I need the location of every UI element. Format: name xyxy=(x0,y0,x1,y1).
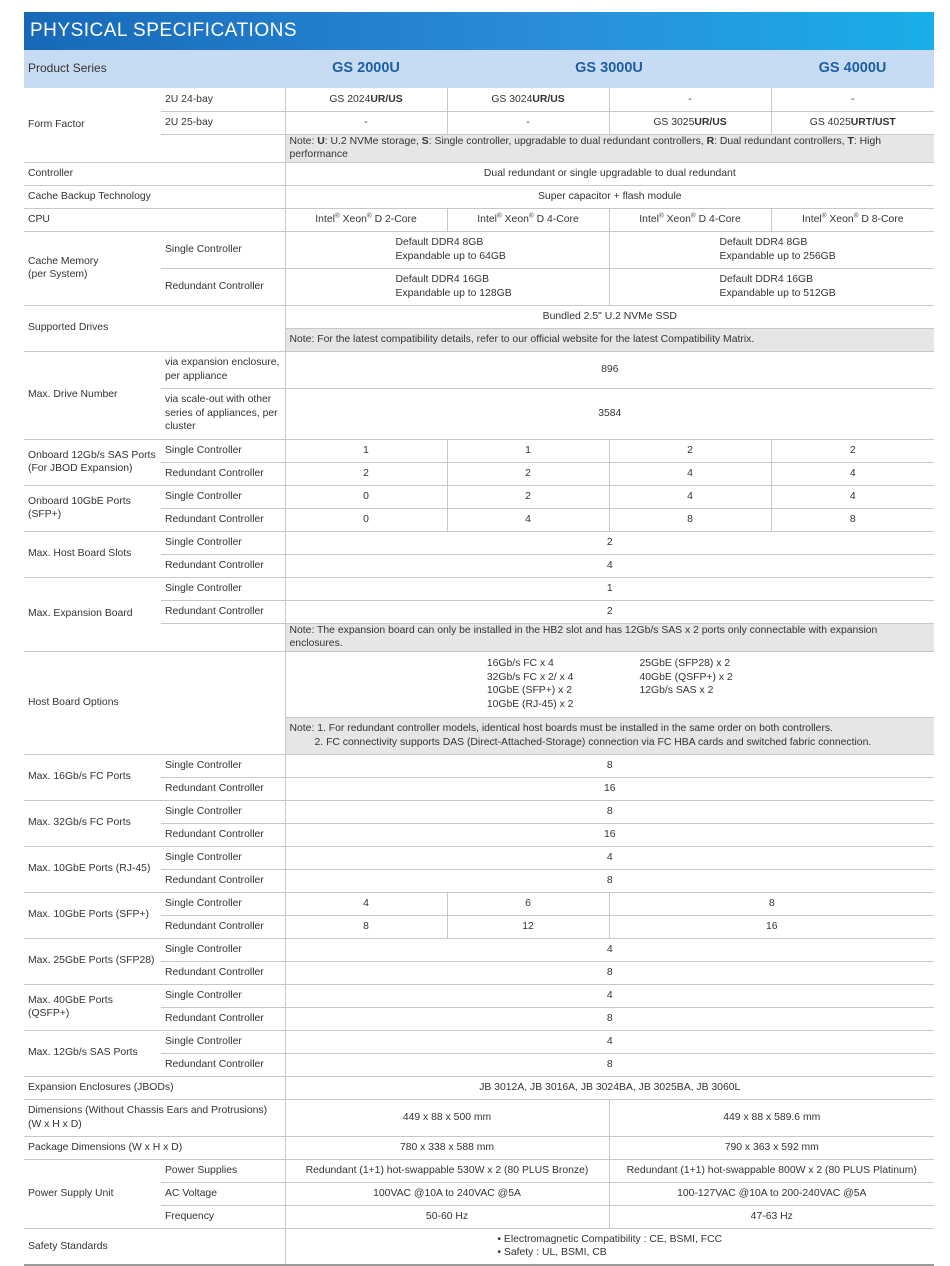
table-cell xyxy=(285,1228,934,1265)
table-cell: Intel® Xeon® D 4-Core xyxy=(609,208,771,231)
table-row xyxy=(24,1007,934,1030)
table-row xyxy=(24,961,934,984)
row-sublabel: 2U 24-bay xyxy=(161,88,285,111)
row-label: Max. Expansion Board xyxy=(24,577,161,651)
table-row xyxy=(24,208,934,231)
row-sublabel: Redundant Controller xyxy=(161,600,285,623)
row-sublabel: Single Controller xyxy=(161,439,285,462)
table-cell: 2 xyxy=(771,439,934,462)
table-cell: 12 xyxy=(447,915,609,938)
row-sublabel: Single Controller xyxy=(161,485,285,508)
table-cell: 4 xyxy=(609,485,771,508)
table-cell: 8 xyxy=(609,892,934,915)
row-label: Max. 10GbE Ports (SFP+) xyxy=(24,892,161,938)
table-cell: 780 x 338 x 588 mm xyxy=(285,1136,609,1159)
table-row xyxy=(24,846,934,869)
table-row xyxy=(24,600,934,623)
table-row xyxy=(24,531,934,554)
table-cell: 3584 xyxy=(285,388,934,439)
table-cell: - xyxy=(447,111,609,134)
row-label: Dimensions (Without Chassis Ears and Protrusions) (W x H x D) xyxy=(24,1099,285,1136)
table-cell: GS 2024UR/US xyxy=(285,88,447,111)
spec-table xyxy=(24,50,934,1266)
row-sublabel: Redundant Controller xyxy=(161,1007,285,1030)
row-label: Max. 40GbE Ports (QSFP+) xyxy=(24,984,161,1030)
row-sublabel: Frequency xyxy=(161,1205,285,1228)
table-cell: Default DDR4 8GB Expandable up to 256GB xyxy=(609,231,934,268)
table-cell: 8 xyxy=(285,1007,934,1030)
table-row xyxy=(24,388,934,439)
table-cell: 8 xyxy=(609,508,771,531)
page-title: PHYSICAL SPECIFICATIONS xyxy=(24,12,934,50)
table-cell: 50-60 Hz xyxy=(285,1205,609,1228)
row-label: Expansion Enclosures (JBODs) xyxy=(24,1076,285,1099)
table-cell: 4 xyxy=(285,892,447,915)
row-sublabel: Single Controller xyxy=(161,984,285,1007)
safety-list xyxy=(497,1233,722,1260)
table-cell: - xyxy=(771,88,934,111)
row-label: Supported Drives xyxy=(24,305,285,351)
table-cell: 47-63 Hz xyxy=(609,1205,934,1228)
table-cell: Intel® Xeon® D 4-Core xyxy=(447,208,609,231)
row-label: Max. 10GbE Ports (RJ-45) xyxy=(24,846,161,892)
row-label: Max. 25GbE Ports (SFP28) xyxy=(24,938,161,984)
host-board-options xyxy=(285,651,934,717)
table-row xyxy=(24,462,934,485)
table-cell: 4 xyxy=(285,846,934,869)
table-row xyxy=(24,800,934,823)
table-row xyxy=(24,268,934,305)
table-cell: Default DDR4 16GB Expandable up to 128GB xyxy=(285,268,609,305)
table-row xyxy=(24,439,934,462)
table-row xyxy=(24,984,934,1007)
row-sublabel: 2U 25-bay xyxy=(161,111,285,134)
table-header-row xyxy=(24,50,934,88)
table-row xyxy=(24,1099,934,1136)
row-label: Onboard 12Gb/s SAS Ports (For JBOD Expansion) xyxy=(24,439,161,485)
table-cell: 2 xyxy=(447,485,609,508)
table-row xyxy=(24,777,934,800)
table-cell: 449 x 88 x 589.6 mm xyxy=(609,1099,934,1136)
table-cell: Redundant (1+1) hot-swappable 530W x 2 (80 PLUS Bronze) xyxy=(285,1159,609,1182)
table-cell: 2 xyxy=(609,439,771,462)
table-cell: GS 3024UR/US xyxy=(447,88,609,111)
row-sublabel: Single Controller xyxy=(161,938,285,961)
table-cell: 896 xyxy=(285,351,934,388)
table-cell: JB 3012A, JB 3016A, JB 3024BA, JB 3025BA, JB 3060L xyxy=(285,1076,934,1099)
row-sublabel: Redundant Controller xyxy=(161,961,285,984)
series-gs3000: GS 3000U xyxy=(447,50,771,88)
table-cell: 100-127VAC @10A to 200-240VAC @5A xyxy=(609,1182,934,1205)
row-label: Form Factor xyxy=(24,88,161,162)
table-cell: 8 xyxy=(285,915,447,938)
table-cell: 8 xyxy=(285,1053,934,1076)
table-cell: Default DDR4 16GB Expandable up to 512GB xyxy=(609,268,934,305)
table-cell: 8 xyxy=(771,508,934,531)
row-sublabel: Redundant Controller xyxy=(161,915,285,938)
row-label: Package Dimensions (W x H x D) xyxy=(24,1136,285,1159)
table-cell: 449 x 88 x 500 mm xyxy=(285,1099,609,1136)
table-cell: GS 3025UR/US xyxy=(609,111,771,134)
table-row xyxy=(24,1136,934,1159)
table-cell: 16 xyxy=(285,777,934,800)
table-cell: 2 xyxy=(447,462,609,485)
table-cell: 2 xyxy=(285,531,934,554)
table-cell: 8 xyxy=(285,869,934,892)
table-cell: 8 xyxy=(285,754,934,777)
table-cell: 4 xyxy=(447,508,609,531)
row-sublabel: via scale-out with other series of appliances, per cluster xyxy=(161,388,285,439)
table-row xyxy=(24,754,934,777)
table-row xyxy=(24,915,934,938)
row-label: Max. 32Gb/s FC Ports xyxy=(24,800,161,846)
expansion-note: Note: The expansion board can only be installed in the HB2 slot and has 12Gb/s SAS x 2 ports only connectable with expansion enclosures. xyxy=(285,623,934,651)
table-cell: Default DDR4 8GB Expandable up to 64GB xyxy=(285,231,609,268)
table-cell: 2 xyxy=(285,600,934,623)
row-sublabel: AC Voltage xyxy=(161,1182,285,1205)
table-row xyxy=(24,88,934,111)
table-cell: 790 x 363 x 592 mm xyxy=(609,1136,934,1159)
table-row xyxy=(24,111,934,134)
row-label: Controller xyxy=(24,162,285,185)
table-cell: - xyxy=(285,111,447,134)
row-label: CPU xyxy=(24,208,285,231)
row-label: Max. 12Gb/s SAS Ports xyxy=(24,1030,161,1076)
row-sublabel: Single Controller xyxy=(161,800,285,823)
table-row xyxy=(24,162,934,185)
table-row xyxy=(24,1053,934,1076)
table-cell: 2 xyxy=(285,462,447,485)
table-row xyxy=(24,351,934,388)
row-sublabel: Power Supplies xyxy=(161,1159,285,1182)
table-cell: 0 xyxy=(285,485,447,508)
table-cell: 8 xyxy=(285,800,934,823)
table-cell: - xyxy=(609,88,771,111)
row-sublabel: Single Controller xyxy=(161,231,285,268)
table-row xyxy=(24,1076,934,1099)
table-cell: GS 4025URT/UST xyxy=(771,111,934,134)
table-row xyxy=(24,231,934,268)
row-sublabel: Single Controller xyxy=(161,577,285,600)
row-sublabel: Single Controller xyxy=(161,531,285,554)
row-label: Cache Memory (per System) xyxy=(24,231,161,305)
table-cell: 16 xyxy=(285,823,934,846)
table-cell: 16 xyxy=(609,915,934,938)
table-cell: 4 xyxy=(285,938,934,961)
table-cell: Dual redundant or single upgradable to dual redundant xyxy=(285,162,934,185)
table-row xyxy=(24,938,934,961)
row-sublabel: Redundant Controller xyxy=(161,869,285,892)
table-cell: Super capacitor + flash module xyxy=(285,185,934,208)
table-row xyxy=(24,185,934,208)
table-cell: Intel® Xeon® D 2-Core xyxy=(285,208,447,231)
table-cell: 100VAC @10A to 240VAC @5A xyxy=(285,1182,609,1205)
list-item: • Electromagnetic Compatibility : CE, BSMI, FCC xyxy=(497,1233,723,1245)
table-row xyxy=(24,869,934,892)
row-label: Cache Backup Technology xyxy=(24,185,285,208)
table-row xyxy=(24,623,934,651)
table-cell: Intel® Xeon® D 8-Core xyxy=(771,208,934,231)
table-row xyxy=(24,1159,934,1182)
table-row xyxy=(24,1030,934,1053)
table-cell: 4 xyxy=(285,1030,934,1053)
row-label: Onboard 10GbE Ports (SFP+) xyxy=(24,485,161,531)
table-cell: Redundant (1+1) hot-swappable 800W x 2 (80 PLUS Platinum) xyxy=(609,1159,934,1182)
list-item: • Safety : UL, BSMI, CB xyxy=(497,1247,607,1259)
row-sublabel: Single Controller xyxy=(161,892,285,915)
table-row xyxy=(24,305,934,328)
table-row xyxy=(24,554,934,577)
table-row xyxy=(24,485,934,508)
row-sublabel: Single Controller xyxy=(161,754,285,777)
row-sublabel: Redundant Controller xyxy=(161,268,285,305)
table-cell: 4 xyxy=(285,984,934,1007)
table-row xyxy=(24,1205,934,1228)
table-row xyxy=(24,823,934,846)
row-label: Power Supply Unit xyxy=(24,1159,161,1228)
row-sublabel: Redundant Controller xyxy=(161,777,285,800)
form-factor-note: Note: U: U.2 NVMe storage, S: Single controller, upgradable to dual redundant controllers, R: Dual redundant controllers, T: High performance xyxy=(285,134,934,162)
table-cell: 4 xyxy=(609,462,771,485)
row-label: Max. Host Board Slots xyxy=(24,531,161,577)
table-row xyxy=(24,508,934,531)
row-sublabel: Single Controller xyxy=(161,1030,285,1053)
series-gs2000: GS 2000U xyxy=(285,50,447,88)
table-row xyxy=(24,651,934,717)
row-sublabel: Redundant Controller xyxy=(161,1053,285,1076)
row-sublabel: Single Controller xyxy=(161,846,285,869)
table-row xyxy=(24,892,934,915)
table-cell: 4 xyxy=(771,485,934,508)
table-row xyxy=(24,1182,934,1205)
row-label: Max. 16Gb/s FC Ports xyxy=(24,754,161,800)
row-sublabel: via expansion enclosure, per appliance xyxy=(161,351,285,388)
row-sublabel: Redundant Controller xyxy=(161,462,285,485)
series-gs4000: GS 4000U xyxy=(771,50,934,88)
table-cell: 8 xyxy=(285,961,934,984)
row-sublabel: Redundant Controller xyxy=(161,508,285,531)
host-board-note: Note: 1. For redundant controller models, identical host boards must be installed in the same order on both controllers. 2. FC connectivity supports DAS (Direct-Attached-Storage) connection via FC HBA cards and switched fabric connection. xyxy=(285,717,934,754)
host-options-right: 25GbE (SFP28) x 2 40GbE (QSFP+) x 2 12Gb/s SAS x 2 xyxy=(639,658,733,696)
row-sublabel: Redundant Controller xyxy=(161,554,285,577)
row-sublabel: Redundant Controller xyxy=(161,823,285,846)
row-label: Max. Drive Number xyxy=(24,351,161,439)
row-label: Host Board Options xyxy=(24,651,285,754)
row-label: Safety Standards xyxy=(24,1228,285,1265)
table-cell: 1 xyxy=(285,439,447,462)
host-options-left: 16Gb/s FC x 4 32Gb/s FC x 2/ x 4 10GbE (SFP+) x 2 10GbE (RJ-45) x 2 xyxy=(486,658,574,710)
table-cell: 6 xyxy=(447,892,609,915)
table-cell: 1 xyxy=(285,577,934,600)
drives-note: Note: For the latest compatibility details, refer to our official website for the latest Compatibility Matrix. xyxy=(285,328,934,351)
table-cell: 1 xyxy=(447,439,609,462)
table-row xyxy=(24,134,934,162)
table-row xyxy=(24,1228,934,1265)
table-cell: Bundled 2.5" U.2 NVMe SSD xyxy=(285,305,934,328)
table-row xyxy=(24,577,934,600)
table-cell: 4 xyxy=(771,462,934,485)
table-cell: 4 xyxy=(285,554,934,577)
header-label: Product Series xyxy=(24,50,285,88)
table-cell: 0 xyxy=(285,508,447,531)
